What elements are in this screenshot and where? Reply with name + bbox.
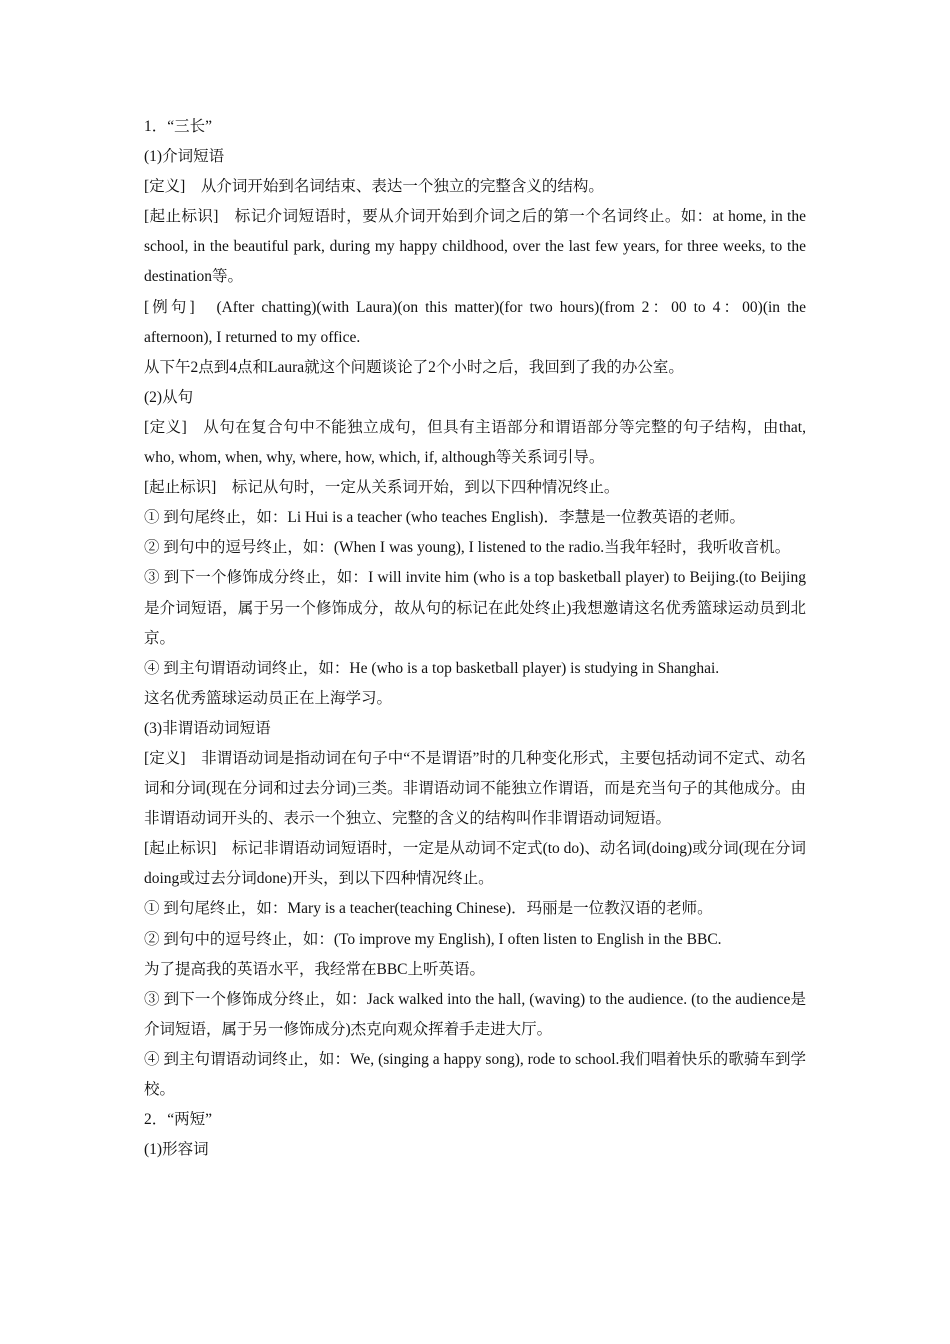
- paragraph-translation: 这名优秀篮球运动员正在上海学习。: [144, 689, 393, 707]
- paragraph-translation: 为了提高我的英语水平，我经常在BBC上听英语。: [144, 960, 486, 978]
- section-heading-two-short: 2．“两短”: [144, 1111, 213, 1129]
- paragraph-definition: [定义] 从句在复合句中不能独立成句，但具有主语部分和谓语部分等完整的句子结构，由that, who, whom, when, why, where, how, which, if, although等关系词引导。: [144, 418, 806, 467]
- paragraph-markers: [起止标识] 标记介词短语时，要从介词开始到介词之后的第一个名词终止。如：at home, in the school, in the beautiful park, during my happy childhood, over the last few years, for three weeks, to the destination等。: [144, 208, 806, 286]
- list-item: ④ 到主句谓语动词终止，如：We, (singing a happy song), rode to school.我们唱着快乐的歌骑车到学校。: [144, 1050, 806, 1098]
- paragraph-example: [例句] (After chatting)(with Laura)(on this matter)(for two hours)(from 2：00 to 4：00)(in the afternoon), I returned to my office.: [144, 298, 806, 346]
- document-body: [144, 112, 806, 1165]
- list-item: ④ 到主句谓语动词终止，如：He (who is a top basketball player) is studying in Shanghai.: [144, 659, 720, 677]
- subheading-nonfinite-phrase: (3)非谓语动词短语: [144, 719, 271, 737]
- paragraph-markers: [起止标识] 标记从句时，一定从关系词开始，到以下四种情况终止。: [144, 479, 620, 497]
- paragraph-markers: [起止标识] 标记非谓语动词短语时，一定是从动词不定式(to do)、动名词(doing)或分词(现在分词doing或过去分词done)开头，到以下四种情况终止。: [144, 840, 806, 888]
- list-item: ② 到句中的逗号终止，如：(To improve my English), I often listen to English in the BBC.: [144, 930, 722, 948]
- list-item: ① 到句尾终止，如：Li Hui is a teacher (who teaches English)．李慧是一位教英语的老师。: [144, 509, 745, 527]
- list-item: ③ 到下一个修饰成分终止，如：I will invite him (who is a top basketball player) to Beijing.(to Beijing是介词短语，属于另一个修饰成分，故从句的标记在此处终止)我想邀请这名优秀篮球运动员到北京。: [144, 569, 806, 647]
- paragraph-example-translation: 从下午2点到4点和Laura就这个问题谈论了2个小时之后，我回到了我的办公室。: [144, 358, 684, 376]
- list-item: ① 到句尾终止，如：Mary is a teacher(teaching Chinese)．玛丽是一位教汉语的老师。: [144, 900, 713, 918]
- section-heading-three-long: 1．“三长”: [144, 118, 213, 135]
- subheading-prepositional-phrase: (1)介词短语: [144, 148, 225, 166]
- list-item: ② 到句中的逗号终止，如：(When I was young), I listened to the radio.当我年轻时，我听收音机。: [144, 539, 791, 557]
- subheading-adjective: (1)形容词: [144, 1141, 209, 1159]
- list-item: ③ 到下一个修饰成分终止，如：Jack walked into the hall, (waving) to the audience. (to the audience是介词短语，属于另一修饰成分)杰克向观众挥着手走进大厅。: [144, 990, 806, 1038]
- subheading-clause: (2)从句: [144, 388, 194, 406]
- paragraph-definition: [定义] 非谓语动词是指动词在句子中“不是谓语”时的几种变化形式，主要包括动词不定式、动名词和分词(现在分词和过去分词)三类。非谓语动词不能独立作谓语，而是充当句子的其他成分。由非谓语动词开头的、表示一个独立、完整的含义的结构叫作非谓语动词短语。: [144, 749, 806, 828]
- paragraph-definition: [定义] 从介词开始到名词结束、表达一个独立的完整含义的结构。: [144, 178, 604, 196]
